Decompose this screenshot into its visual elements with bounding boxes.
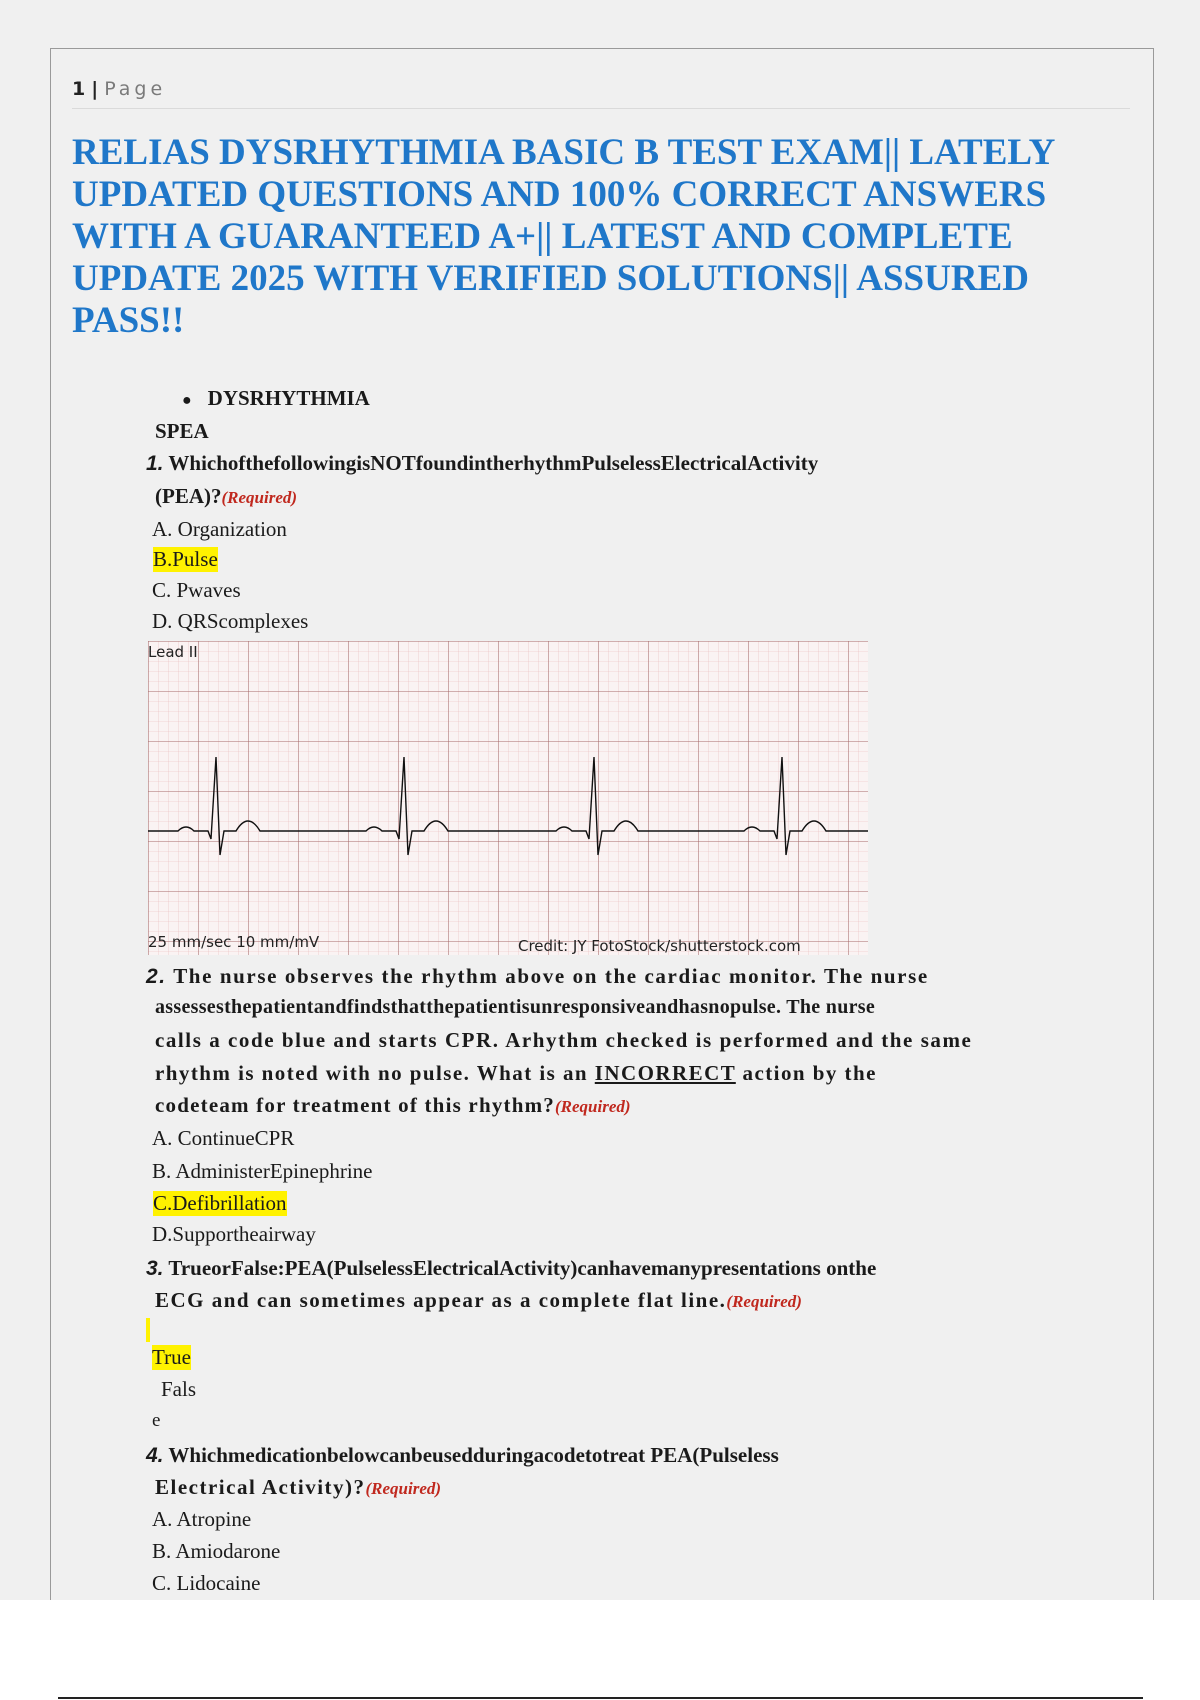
question-4-line-2 [155,1475,441,1500]
question-2-line-5 [155,1093,631,1118]
question-1-number: 1. [146,452,164,475]
page-header [72,78,166,100]
document-title: RELIAS DYSRHYTHMIA BASIC B TEST EXAM|| LATELY UPDATED QUESTIONS AND 100% CORRECT ANSWERS WITH A GUARANTEED A+|| LATEST AND COMPLETE UPDATE 2025 WITH VERIFIED SOLUTIONS|| ASSURED PASS!! [72,132,1054,341]
section-heading-text: DYSRHYTHMIA [207,386,370,410]
ecg-grid [148,641,868,955]
page-separator: | [91,78,99,100]
q3-option-true-correct: True [152,1345,191,1369]
highlight-mark [146,1318,150,1342]
q2-option-c-correct: C.Defibrillation [153,1191,287,1215]
q4-option-b: B. Amiodarone [152,1539,281,1563]
q3-option-false-part-2: e [152,1410,161,1431]
question-2-line-3: calls a code blue and starts CPR. Arhythm checked is performed and the same [155,1028,973,1052]
q1-option-c: C. Pwaves [152,578,241,602]
q2-option-b: B. AdministerEpinephrine [152,1159,373,1183]
question-2-line-4 [155,1061,877,1086]
question-4-line-1 [146,1443,779,1468]
question-3-text-2: ECG and can sometimes appear as a complete flat line. [155,1288,727,1312]
q2-option-a: A. ContinueCPR [152,1126,295,1150]
section-heading [182,386,370,411]
question-1-line-2 [155,484,297,509]
question-4-number: 4. [146,1444,164,1467]
question-3-line-1 [146,1256,876,1281]
page-bottom-margin [0,1600,1200,1700]
q4-option-a: A. Atropine [152,1507,252,1531]
q1-option-b-correct: B.Pulse [153,547,218,571]
question-3-line-2 [155,1288,802,1313]
required-label: (Required) [555,1097,631,1116]
q3-option-false-part-1: Fals [161,1377,197,1401]
ecg-credit: Credit: JY FotoStock/shutterstock.com [518,937,801,955]
question-2-text-1: The nurse observes the rhythm above on the cardiac monitor. The nurse [173,964,929,988]
question-2-text-4a: rhythm is noted with no pulse. What is an [155,1061,589,1085]
footer-rule [58,1697,1143,1699]
bullet: ● [182,392,192,409]
required-label: (Required) [726,1292,802,1311]
question-1-line-1 [146,451,818,476]
question-4-text-2: Electrical Activity)? [155,1475,366,1499]
q1-option-d: D. QRScomplexes [152,609,309,633]
ecg-lead-label: Lead II [148,643,198,661]
question-4-text-1: Whichmedicationbelowcanbeusedduringacodetotreat PEA(Pulseless [168,1443,779,1467]
required-label: (Required) [365,1479,442,1498]
ecg-rhythm-strip [148,641,868,955]
question-2-text-4b: action by the [742,1061,877,1085]
question-1-text-1: WhichofthefollowingisNOTfoundintherhythmPulselessElectricalActivity [168,451,819,475]
required-label: (Required) [221,488,298,507]
question-3-number: 3. [146,1257,164,1280]
header-divider [72,108,1130,109]
question-1-text-2: (PEA)? [155,484,222,508]
q1-option-a: A. Organization [152,517,287,541]
question-2-text-5: codeteam for treatment of this rhythm? [155,1093,555,1117]
ecg-scale-label: 25 mm/sec 10 mm/mV [148,933,320,951]
page-number: 1 [72,78,86,100]
section-subheading: SPEA [155,419,209,443]
page-label: Page [104,78,167,100]
question-2-line-2: assessesthepatientandfindsthatthepatientisunresponsiveandhasnopulse. The nurse [155,996,876,1018]
question-2-line-1 [146,964,929,989]
question-2-number: 2. [146,965,167,988]
q2-option-d: D.Supportheairway [152,1222,316,1246]
incorrect-emphasis: INCORRECT [594,1061,736,1085]
q4-option-c: C. Lidocaine [152,1571,261,1595]
question-3-text-1: TrueorFalse:PEA(PulselessElectricalActivity)canhavemanypresentations onthe [168,1256,877,1280]
